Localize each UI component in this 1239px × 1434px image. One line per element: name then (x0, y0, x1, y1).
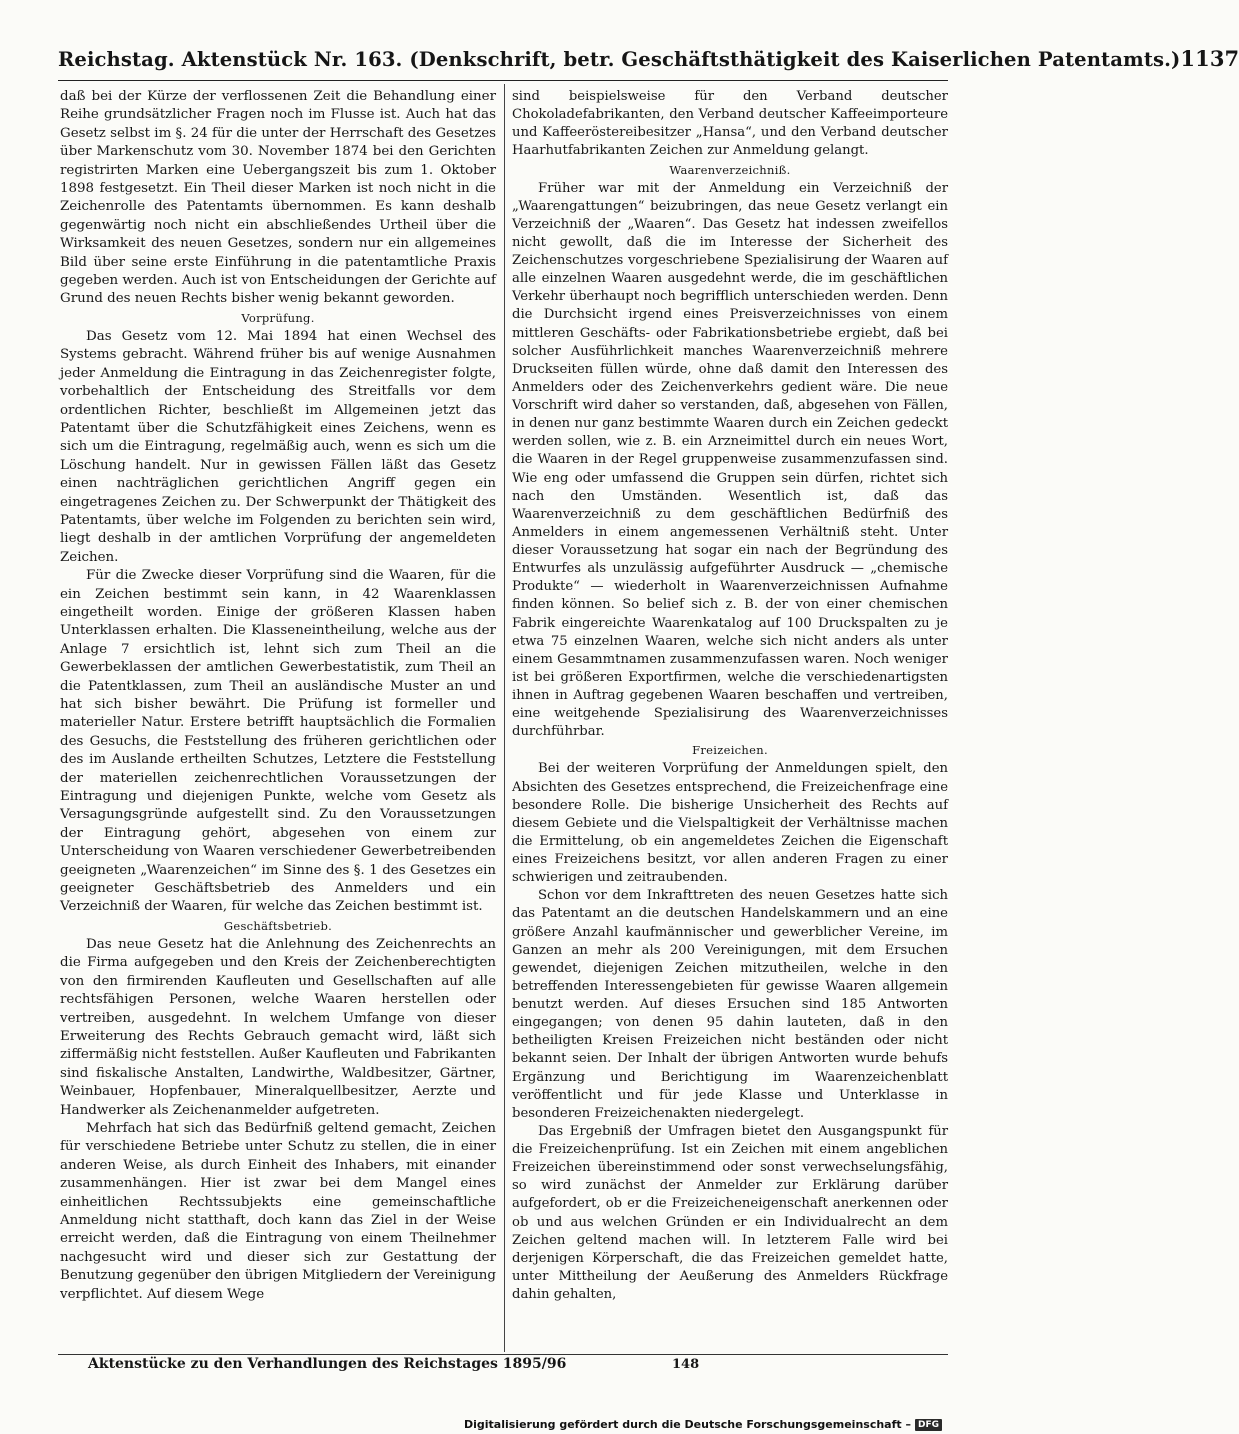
digitization-credit (464, 1418, 942, 1431)
paragraph: Für die Zwecke dieser Vorprüfung sind die Waaren, für die ein Zeichen bestimmt sein kann, in 42 Waarenklassen eingetheilt worden. Einige der größeren Klassen haben Unterklassen erhalten. Die Klasseneintheilung, welche aus der Anlage 7 ersichtlich ist, lehnt sich zum Theil an die Gewerbeklassen der amtlichen Gewerbestatistik, zum Theil an die Patentklassen, zum Theil an ausländische Muster an und hat sich bisher bewährt. Die Prüfung ist formeller und materieller Natur. Erstere betrifft hauptsächlich die Formalien des Gesuchs, die Feststellung des früheren gerichtlichen oder des im Auslande ertheilten Schutzes, Letztere die Feststellung der materiellen zeichenrechtlichen Voraussetzungen der Eintragung und diejenigen Punkte, welche vom Gesetz als Versagungsgründe aufgestellt sind. Zu den Voraussetzungen der Eintragung gehört, abgesehen von einem zur Unterscheidung von Waaren verschiedener Gewerbetreibenden geeigneten „Waarenzeichen“ im Sinne des §. 1 des Gesetzes ein geeigneter Geschäftsbetrieb des Anmelders und ein Verzeichniß der Waaren, für welche das Zeichen bestimmt ist. (60, 568, 496, 915)
right-column (512, 88, 948, 1304)
paragraph: Das Ergebniß der Umfragen bietet den Ausgangspunkt für die Freizeichenprüfung. Ist ein Zeichen mit einem angeblichen Freizeichen übereinstimmend oder sonst verwechselungsfähig, so wird zunächst der Anmelder zur Erklärung darüber aufgefordert, ob er die Freizeicheneigenschaft anerkennen oder ob und aus welchen Gründen er ein Individualrecht an dem Zeichen geltend machen will. In letzterem Falle wird bei derjenigen Körperschaft, die das Freizeichen gemeldet hatte, unter Mittheilung der Aeußerung des Anmelders Rückfrage dahin gehalten, (512, 1123, 948, 1302)
left-column (60, 88, 496, 1304)
dfg-logo: DFG (915, 1419, 942, 1431)
header-rule (58, 80, 948, 81)
paragraph: Früher war mit der Anmeldung ein Verzeichniß der „Waarengattungen“ beizubringen, das neue Gesetz verlangt ein Verzeichniß der „Waaren“. Das Gesetz hat indessen zweifellos nicht gewollt, daß die im Interesse der Sicherheit des Zeichenschutzes vorgeschriebene Spezialisirung der Waaren auf alle einzelnen Waaren ausgedehnt werde, die im geschäftlichen Verkehr überhaupt noch begrifflich unterschieden werden. Denn die Durchsicht irgend eines Preisverzeichnisses von einem mittleren Geschäfts- oder Fabrikationsbetriebe ergiebt, daß bei solcher Ausführlichkeit manches Waarenverzeichniß mehrere Druckseiten füllen würde, ohne daß damit den Interessen des Anmelders oder des Zeichenverkehrs gedient wäre. Die neue Vorschrift wird daher so verstanden, daß, abgesehen von Fällen, in denen nur ganz bestimmte Waaren durch ein Zeichen gedeckt werden sollen, wie z. B. ein Arzneimittel durch ein neues Wort, die Waaren in der Regel gruppenweise zusammenzufassen sind. Wie eng oder umfassend die Gruppen sein dürfen, richtet sich nach den Umständen. Wesentlich ist, daß das Waarenverzeichniß zu dem geschäftlichen Bedürfniß des Anmelders in einem angemessenen Verhältniß steht. Unter dieser Voraussetzung hat sogar ein nach der Begründung des Entwurfes als unzulässig aufgeführter Ausdruck — „chemische Produkte“ — wiederholt in Waarenverzeichnissen Aufnahme finden können. So belief sich z. B. der von einer chemischen Fabrik eingereichte Waarenkatalog auf 100 Druckspalten zu je etwa 75 einzelnen Waaren, welche sich nicht anders als unter einem Gesammtnamen zusammenzufassen waren. Noch weniger ist bei größeren Exportfirmen, welche die verschiedenartigsten ihnen in Auftrag gegebenen Waaren beschaffen und vertreiben, eine weitgehende Spezialisirung des Waarenverzeichnisses durchführbar. (512, 180, 948, 740)
paragraph: sind beispielsweise für den Verband deutscher Chokoladefabrikanten, den Verband deutscher Kaffeeimporteure und Kaffeeröstereibesitzer „Hansa“, und den Verband deutscher Haarhutfabrikanten Zeichen zur Anmeldung gelangt. (512, 89, 948, 159)
page-number: 1137 (1180, 46, 1239, 71)
section-heading: Geschäftsbetrieb. (223, 918, 333, 933)
paragraph: daß bei der Kürze der verflossenen Zeit die Behandlung einer Reihe grundsätzlicher Fragen noch im Flusse ist. Auch hat das Gesetz selbst im §. 24 für die unter der Herrschaft des Gesetzes über Markenschutz vom 30. November 1874 bei den Gerichten registrirten Marken eine Uebergangszeit bis zum 1. Oktober 1898 festgesetzt. Ein Theil dieser Marken ist noch nicht in die Zeichenrolle des Patentamts übernommen. Es kann deshalb gegenwärtig noch nicht ein abschließendes Urtheil über die Wirksamkeit des neuen Gesetzes, sondern nur ein allgemeines Bild über seine erste Einführung in die patentamtliche Praxis gegeben werden. Auch ist von Entscheidungen der Gerichte auf Grund des neuen Rechts bisher wenig bekannt geworden. (60, 89, 496, 307)
credit-text: Digitalisierung gefördert durch die Deutsche Forschungsgemeinschaft – (463, 1418, 911, 1431)
header-title: Reichstag. Aktenstück Nr. 163. (Denkschrift, betr. Geschäftsthätigkeit des Kaiserlichen Patentamts.) (58, 48, 1181, 71)
running-header (58, 46, 1239, 71)
section-heading: Vorprüfung. (241, 310, 315, 325)
paragraph: Schon vor dem Inkrafttreten des neuen Gesetzes hatte sich das Patentamt an die deutschen Handelskammern und an eine größere Anzahl kaufmännischer und gewerblicher Vereine, im Ganzen an mehr als 200 Vereinigungen, mit dem Ersuchen gewendet, diejenigen Zeichen mitzutheilen, welche in den betreffenden Interessengebieten für gewisse Waaren allgemein benutzt werden. Auf dieses Ersuchen sind 185 Antworten eingegangen; von denen 95 dahin lauteten, daß in den betheiligten Kreisen Freizeichen nicht beständen oder nicht bekannt seien. Der Inhalt der übrigen Antworten wurde behufs Ergänzung und Berichtigung im Waarenzeichenblatt veröffentlicht und für jede Klasse und Unterklasse in besonderen Freizeichenakten niedergelegt. (512, 888, 948, 1121)
section-heading: Freizeichen. (692, 743, 768, 758)
paragraph: Das Gesetz vom 12. Mai 1894 hat einen Wechsel des Systems gebracht. Während früher bis auf wenige Ausnahmen jeder Anmeldung die Eintragung in das Zeichenregister folgte, vorbehaltlich der Entscheidung des Streitfalls vor dem ordentlichen Richter, beschließt im Allgemeinen jetzt das Patentamt über die Schutzfähigkeit eines Zeichens, wenn es sich um die Eintragung, regelmäßig auch, wenn es sich um die Löschung handelt. Nur in gewissen Fällen läßt das Gesetz einen nachträglichen gerichtlichen Angriff gegen ein eingetragenes Zeichen zu. Der Schwerpunkt der Thätigkeit des Patentamts, über welche im Folgenden zu berichten sein wird, liegt deshalb in der amtlichen Vorprüfung der angemeldeten Zeichen. (60, 328, 496, 565)
footer-series-title: Aktenstücke zu den Verhandlungen des Reichstages 1895/96 (88, 1356, 567, 1372)
signature-number: 148 (672, 1357, 700, 1372)
footer-rule (58, 1354, 948, 1355)
column-divider (504, 84, 505, 1352)
paragraph: Mehrfach hat sich das Bedürfniß geltend gemacht, Zeichen für verschiedene Betriebe unter Schutz zu stellen, die in einer anderen Weise, als durch Einheit des Inhabers, mit einander zusammenhängen. Hier ist zwar bei dem Mangel eines einheitlichen Rechtssubjekts eine gemeinschaftliche Anmeldung nicht statthaft, doch kann das Ziel in der Weise erreicht werden, daß die Eintragung von einem Theilnehmer nachgesucht wird und dieser sich zur Gestattung der Benutzung gegenüber den übrigen Mitgliedern der Vereinigung verpflichtet. Auf diesem Wege (60, 1120, 496, 1302)
paragraph: Das neue Gesetz hat die Anlehnung des Zeichenrechts an die Firma aufgegeben und den Kreis der Zeichenberechtigten von den firmirenden Kaufleuten und Gesellschaften auf alle rechtsfähigen Personen, welche Waaren herstellen oder vertreiben, ausgedehnt. In welchem Umfange von dieser Erweiterung des Rechts Gebrauch gemacht wird, läßt sich ziffermäßig nicht feststellen. Außer Kaufleuten und Fabrikanten sind fiskalische Anstalten, Landwirthe, Waldbesitzer, Gärtner, Weinbauer, Hopfenbauer, Mineralquellbesitzer, Aerzte und Handwerker als Zeichenanmelder aufgetreten. (60, 936, 496, 1118)
section-heading: Waarenverzeichniß. (669, 162, 791, 177)
paragraph: Bei der weiteren Vorprüfung der Anmeldungen spielt, den Absichten des Gesetzes entsprechend, die Freizeichenfrage eine besondere Rolle. Die bisherige Unsicherheit des Rechts auf diesem Gebiete und die Vielspaltigkeit der Verhältnisse machen die Ermittelung, ob ein angemeldetes Zeichen die Eigenschaft eines Freizeichens besitzt, vor allen anderen Fragen zu einer schwierigen und zeitraubenden. (512, 761, 948, 886)
